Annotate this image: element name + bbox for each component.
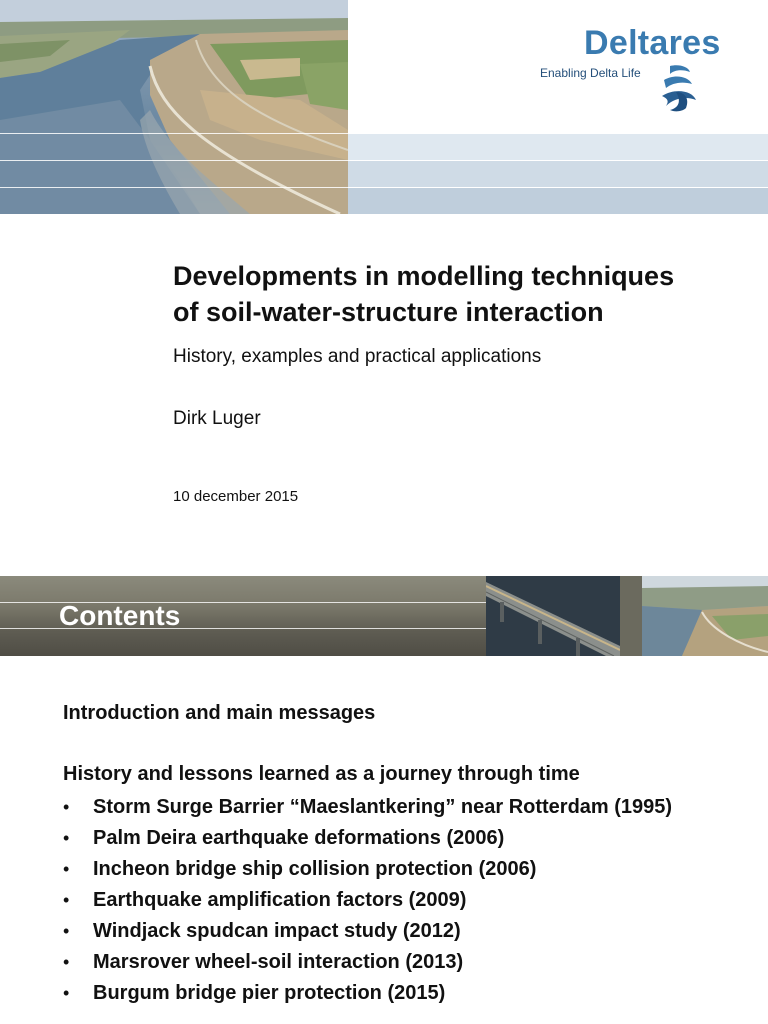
section-history: History and lessons learned as a journey through time [63, 763, 580, 785]
list-item [63, 854, 672, 885]
slide-subtitle: History, examples and practical applications [173, 346, 542, 367]
list-item [63, 978, 672, 1009]
slide-title-line-1: Developments in modelling techniques [173, 261, 675, 291]
case-study-list [63, 792, 672, 1009]
logo-tagline: Enabling Delta Life [540, 66, 641, 80]
list-item-text: Burgum bridge pier protection (2015) [93, 982, 446, 1004]
bullet-icon: • [63, 828, 70, 848]
presentation-date: 10 december 2015 [173, 488, 299, 505]
section-introduction: Introduction and main messages [63, 702, 376, 724]
deltares-logo [530, 24, 730, 114]
author-name: Dirk Luger [173, 408, 261, 429]
list-item-text: Windjack spudcan impact study (2012) [93, 920, 461, 942]
bullet-icon: • [63, 952, 70, 972]
list-item [63, 792, 672, 823]
contents-slide [0, 576, 768, 1024]
decorative-stripes [0, 132, 768, 214]
bullet-icon: • [63, 983, 70, 1003]
list-item [63, 823, 672, 854]
list-item-text: Palm Deira earthquake deformations (2006) [93, 827, 505, 849]
bullet-icon: • [63, 859, 70, 879]
coastline-photo [642, 576, 768, 656]
list-item [63, 885, 672, 916]
list-item [63, 916, 672, 947]
slide-title-line-2: of soil-water-structure interaction [173, 297, 604, 327]
bullet-icon: • [63, 890, 70, 910]
logo-wordmark: Deltares [584, 24, 721, 62]
bullet-icon: • [63, 797, 70, 817]
bridge-photo [486, 576, 620, 656]
list-item-text: Incheon bridge ship collision protection (2006) [93, 858, 537, 880]
slide-title [173, 258, 753, 330]
bullet-icon: • [63, 921, 70, 941]
list-item-text: Marsrover wheel-soil interaction (2013) [93, 951, 464, 973]
list-item-text: Earthquake amplification factors (2009) [93, 889, 467, 911]
contents-header-band [0, 576, 768, 656]
list-item-text: Storm Surge Barrier “Maeslantkering” near Rotterdam (1995) [93, 796, 673, 818]
wave-logo-icon [656, 62, 700, 114]
contents-heading: Contents [59, 600, 181, 631]
list-item [63, 947, 672, 978]
